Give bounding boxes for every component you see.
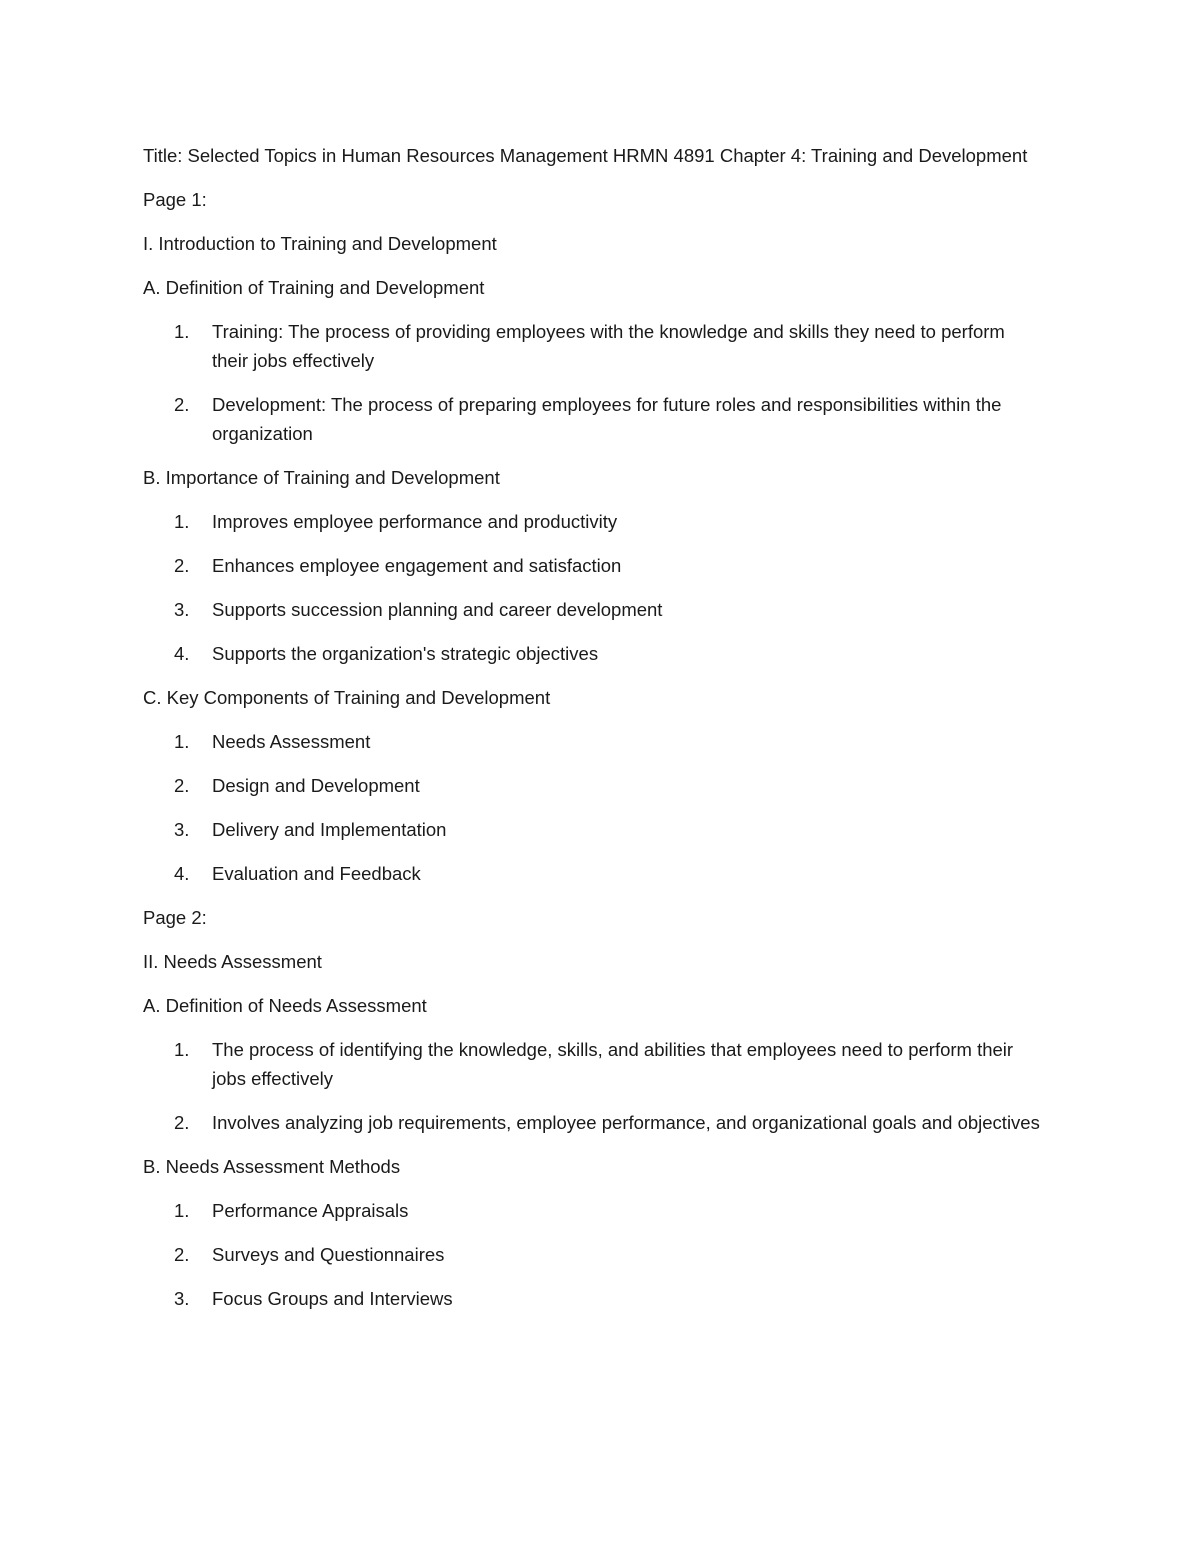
subsection-heading: C. Key Components of Training and Development [143, 687, 551, 708]
list-item-text: The process of identifying the knowledge, skills, and abilities that employees need to perform their jobs effectively [212, 1039, 1014, 1089]
list-item-text: Surveys and Questionnaires [212, 1244, 445, 1265]
list-item-number: 2. [174, 1112, 190, 1133]
list-item [143, 1284, 1043, 1313]
subsection-heading: A. Definition of Needs Assessment [143, 995, 427, 1016]
list-item [143, 639, 1043, 668]
list-item [143, 595, 1043, 624]
page-label: Page 2: [143, 907, 207, 928]
document-title: Title: Selected Topics in Human Resources Management HRMN 4891 Chapter 4: Training and Development [143, 145, 1028, 166]
list-item [143, 727, 1043, 756]
list-item-number: 3. [174, 1288, 190, 1309]
list-item [143, 1035, 1043, 1093]
list-item-text: Training: The process of providing employees with the knowledge and skills they need to perform their jobs effectively [212, 321, 1005, 371]
list-item-number: 2. [174, 775, 190, 796]
subsection-heading: A. Definition of Training and Development [143, 277, 485, 298]
list-item [143, 771, 1043, 800]
list-item [143, 859, 1043, 888]
list-item [143, 551, 1043, 580]
list-item-text: Design and Development [212, 775, 420, 796]
list-item-number: 4. [174, 863, 190, 884]
document-body [143, 141, 1043, 1328]
list-item-number: 1. [174, 731, 190, 752]
list-item-text: Development: The process of preparing employees for future roles and responsibilities within the organization [212, 394, 1002, 444]
list-item-number: 1. [174, 1039, 190, 1060]
list-item-text: Delivery and Implementation [212, 819, 447, 840]
list-item [143, 1240, 1043, 1269]
page-label: Page 1: [143, 189, 207, 210]
list-item [143, 507, 1043, 536]
list-item-number: 3. [174, 819, 190, 840]
section-heading: I. Introduction to Training and Development [143, 233, 497, 254]
list-item-text: Involves analyzing job requirements, employee performance, and organizational goals and objectives [212, 1112, 1040, 1133]
list-item [143, 390, 1043, 448]
list-item-text: Supports succession planning and career development [212, 599, 663, 620]
list-item-number: 2. [174, 394, 190, 415]
list-item-text: Improves employee performance and productivity [212, 511, 618, 532]
list-item-number: 1. [174, 1200, 190, 1221]
list-item-text: Supports the organization's strategic objectives [212, 643, 599, 664]
list-item-number: 1. [174, 511, 190, 532]
subsection-heading: B. Importance of Training and Development [143, 467, 500, 488]
list-item [143, 1108, 1043, 1137]
list-item-number: 3. [174, 599, 190, 620]
list-item-text: Performance Appraisals [212, 1200, 409, 1221]
list-item-number: 4. [174, 643, 190, 664]
list-item-text: Needs Assessment [212, 731, 371, 752]
list-item-text: Focus Groups and Interviews [212, 1288, 453, 1309]
subsection-heading: B. Needs Assessment Methods [143, 1156, 401, 1177]
list-item-text: Evaluation and Feedback [212, 863, 421, 884]
section-heading: II. Needs Assessment [143, 951, 322, 972]
list-item [143, 815, 1043, 844]
list-item-number: 2. [174, 555, 190, 576]
list-item-text: Enhances employee engagement and satisfaction [212, 555, 622, 576]
list-item-number: 2. [174, 1244, 190, 1265]
list-item-number: 1. [174, 321, 190, 342]
list-item [143, 1196, 1043, 1225]
list-item [143, 317, 1043, 375]
